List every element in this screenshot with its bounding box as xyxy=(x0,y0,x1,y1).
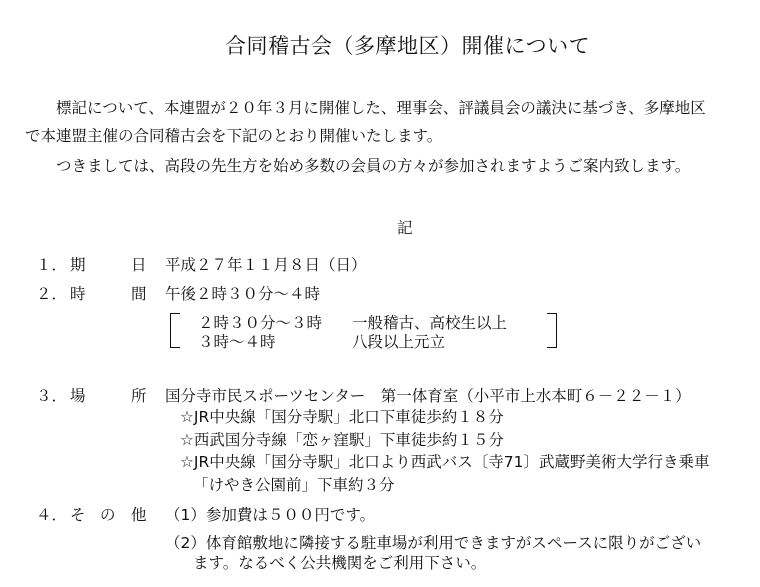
item-time-number: ２． xyxy=(36,285,68,303)
session-2-desc: 八段以上元立 xyxy=(352,333,446,351)
session-1-desc: 一般稽古、高校生以上 xyxy=(352,314,508,332)
session-2-time: ３時～４時 xyxy=(198,333,276,351)
item-other-label-a: そ xyxy=(70,506,86,524)
item-date-value: 平成２７年１１月８日（日） xyxy=(165,256,367,274)
item-date-label-a: 期 xyxy=(70,256,86,274)
item-other-label-mid: の xyxy=(100,506,116,524)
intro-line-1: 標記について、本連盟が２０年３月に開催した、理事会、評議員会の議決に基づき、多摩地区 xyxy=(56,99,706,117)
note-1: （1）参加費は５００円です。 xyxy=(165,506,376,524)
item-time-label-b: 間 xyxy=(131,285,147,303)
intro-line-2: で本連盟主催の合同稽古会を下記のとおり開催いたします。 xyxy=(25,127,443,145)
item-place-number: ３． xyxy=(36,387,68,405)
item-other-label-b: 他 xyxy=(131,506,147,524)
session-1-time: ２時３０分～３時 xyxy=(198,314,323,332)
item-place-label-b: 所 xyxy=(131,387,147,405)
access-line-1: ☆JR中央線「国分寺駅」北口下車徒歩約１８分 xyxy=(180,408,504,426)
session-bracket-right xyxy=(547,313,557,348)
access-line-3: ☆JR中央線「国分寺駅」北口より西武バス〔寺71〕武蔵野美術大学行き乗車 xyxy=(180,453,710,471)
item-time-label-a: 時 xyxy=(70,285,86,303)
intro-line-3: つきましては、高段の先生方を始め多数の会員の方々が参加されますようご案内致します。 xyxy=(56,157,691,175)
session-bracket-left xyxy=(170,313,180,348)
note-3: ます。なるべく公共機関をご利用下さい。 xyxy=(193,554,487,572)
note-2: （2）体育館敷地に隣接する駐車場が利用できますがスペースに限りがござい xyxy=(165,534,702,552)
item-place-label-a: 場 xyxy=(70,387,86,405)
item-date-label-b: 日 xyxy=(131,256,147,274)
item-time-value: 午後２時３０分～４時 xyxy=(165,285,321,303)
access-line-4: 「けやき公園前」下車約３分 xyxy=(193,476,395,494)
access-line-2: ☆西武国分寺線「恋ヶ窪駅」下車徒歩約１５分 xyxy=(180,431,504,449)
ki-heading: 記 xyxy=(397,219,413,237)
item-place-value: 国分寺市民スポーツセンター 第一体育室（小平市上水本町６－２２－１） xyxy=(165,387,691,405)
item-other-number: ４． xyxy=(36,506,68,524)
item-date-number: １． xyxy=(36,256,68,274)
page-title: 合同稽古会（多摩地区）開催について xyxy=(225,34,591,58)
